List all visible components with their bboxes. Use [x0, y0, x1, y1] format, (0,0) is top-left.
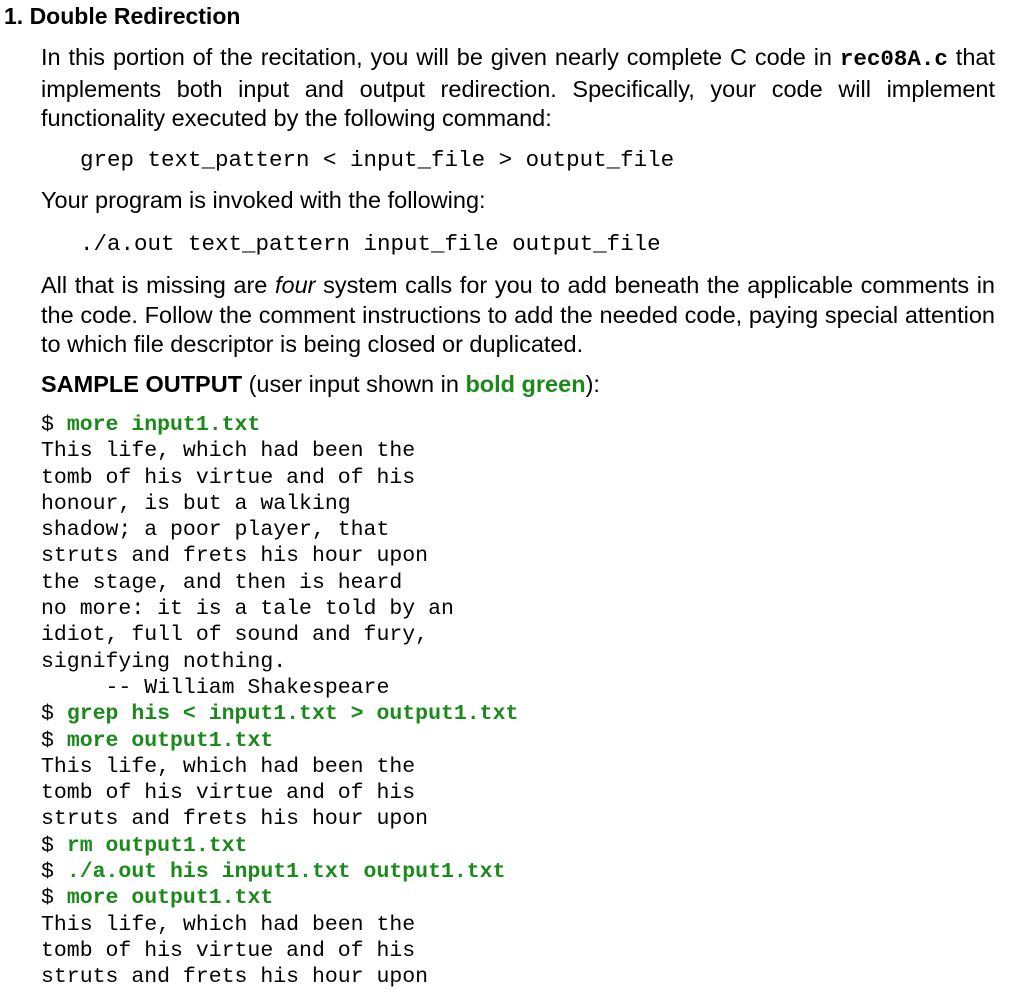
- terminal-line: [41, 596, 518, 622]
- terminal-prompt: $: [41, 702, 67, 727]
- missing-text-1: All that is missing are: [41, 272, 275, 298]
- terminal-line: [41, 938, 518, 964]
- terminal-prompt: $: [41, 833, 67, 858]
- terminal-user-input: more output1.txt: [66, 728, 274, 753]
- terminal-output-text: honour, is but a walking: [41, 491, 351, 516]
- terminal-line: [41, 465, 518, 491]
- terminal-line: [41, 728, 518, 754]
- terminal-line: [41, 570, 518, 596]
- terminal-line: [41, 859, 518, 885]
- terminal-line: [41, 964, 518, 990]
- terminal-line: [41, 438, 518, 464]
- terminal-line: [41, 701, 518, 727]
- terminal-output-text: struts and frets his hour upon: [41, 807, 429, 832]
- grep-command: grep text_pattern < input_file > output_file: [80, 147, 675, 173]
- section-heading: 1. Double Redirection: [4, 3, 241, 29]
- missing-emphasis: four: [275, 272, 316, 298]
- terminal-output-text: the stage, and then is heard: [41, 570, 403, 595]
- sample-header-green: bold green: [465, 371, 586, 397]
- terminal-output-text: struts and frets his hour upon: [41, 965, 429, 990]
- terminal-output-text: struts and frets his hour upon: [41, 544, 429, 569]
- terminal-line: [41, 517, 518, 543]
- terminal-user-input: more input1.txt: [66, 413, 261, 437]
- terminal-line: [41, 833, 518, 859]
- sample-output-block: [41, 412, 518, 991]
- sample-output-header: [41, 370, 995, 400]
- filename-code: rec08A.c: [839, 46, 948, 72]
- terminal-line: [41, 754, 518, 780]
- terminal-user-input: ./a.out his input1.txt output1.txt: [66, 860, 506, 885]
- terminal-line: [41, 491, 518, 517]
- terminal-output-text: signifying nothing.: [41, 649, 287, 674]
- aout-command: ./a.out text_pattern input_file output_file: [80, 231, 661, 257]
- intro-paragraph: [41, 43, 995, 134]
- terminal-user-input: rm output1.txt: [66, 833, 248, 858]
- missing-paragraph: [41, 271, 995, 360]
- terminal-line: [41, 912, 518, 938]
- terminal-line: [41, 780, 518, 806]
- intro-text-2: that implements both input and output redirection. Specifically, your code will implement functionality executed by the following command:: [41, 44, 996, 131]
- terminal-line: [41, 806, 518, 832]
- terminal-line: [41, 543, 518, 569]
- terminal-output-text: shadow; a poor player, that: [41, 518, 390, 543]
- terminal-prompt: $: [41, 728, 67, 753]
- terminal-output-text: tomb of his virtue and of his: [41, 465, 416, 490]
- terminal-output-text: tomb of his virtue and of his: [41, 938, 416, 963]
- terminal-output-text: This life, which had been the: [41, 439, 416, 464]
- intro-text-1: In this portion of the recitation, you will be given nearly complete C code in: [41, 44, 840, 70]
- terminal-line: [41, 675, 518, 701]
- terminal-user-input: grep his < input1.txt > output1.txt: [66, 702, 519, 727]
- terminal-line: [41, 412, 518, 438]
- terminal-output-text: idiot, full of sound and fury,: [41, 623, 429, 648]
- missing-text-2: system calls for you to add beneath the applicable comments in the code. Follow the comment instructions to add the needed code, paying special attention to which file descriptor is being closed or duplicated.: [41, 272, 995, 357]
- terminal-line: [41, 885, 518, 911]
- terminal-prompt: $: [41, 886, 67, 911]
- terminal-line: [41, 649, 518, 675]
- sample-header-text-2: ):: [585, 371, 600, 397]
- terminal-line: [41, 622, 518, 648]
- terminal-prompt: $: [41, 860, 67, 885]
- terminal-user-input: more output1.txt: [66, 886, 274, 911]
- terminal-output-text: tomb of his virtue and of his: [41, 781, 416, 806]
- sample-header-text-1: (user input shown in: [242, 371, 466, 397]
- terminal-output-text: This life, which had been the: [41, 912, 416, 937]
- invoked-paragraph: Your program is invoked with the following:: [41, 187, 486, 213]
- terminal-output-text: -- William Shakespeare: [41, 675, 390, 700]
- terminal-output-text: This life, which had been the: [41, 754, 416, 779]
- terminal-output-text: no more: it is a tale told by an: [41, 597, 454, 622]
- terminal-prompt: $: [41, 413, 67, 437]
- sample-output-label: SAMPLE OUTPUT: [41, 371, 243, 397]
